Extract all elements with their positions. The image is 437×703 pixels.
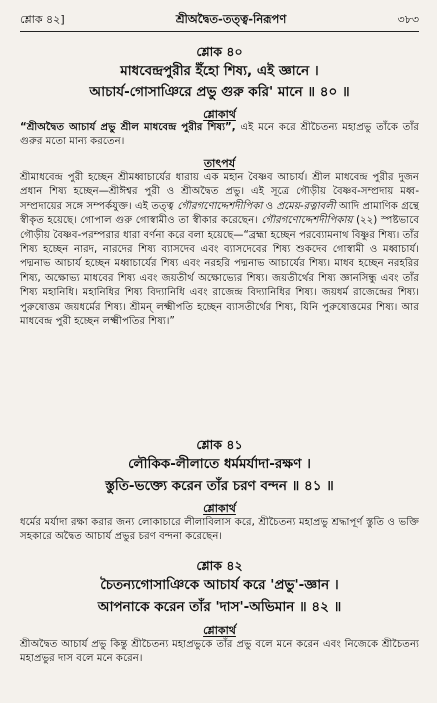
verse-40-translation-bold: “শ্রীঅদ্বৈত আচার্য প্রভু শ্রীল মাধবেন্দ্র পুরীর শিষ্য”,: [20, 122, 236, 133]
purport-text-2: আদি প্রামাণিক গ্রন্থে স্বীকৃত হয়েছে। গোপাল গুরু গোস্বামীও তা স্বীকার করেছেন।: [20, 200, 419, 227]
purport-book-title-1: গৌরগণোদ্দেশদীপিকা: [177, 200, 263, 212]
verse-40-translation-label: শ্লোকার্থ: [203, 108, 236, 121]
verse-41-line-1: লৌকিক-লীলাতে ধর্মমর্যাদা-রক্ষণ ।: [128, 456, 311, 472]
header-rule: [20, 31, 419, 32]
purport-paragraph: [20, 171, 419, 329]
verse-42-translation: শ্রীঅদ্বৈত আচার্য প্রভু কিন্তু শ্রীচৈতন্য মহাপ্রভুকে তাঁর প্রভু বলে মনে করেন এবং নিজেকে শ্রীচৈতন্য মহাপ্রভুর দাস বলে মনে করেন।: [20, 639, 419, 665]
running-header: [20, 10, 419, 30]
verse-40-heading: শ্লোক ৪০: [196, 44, 243, 59]
verse-40-translation: [20, 121, 419, 150]
purport-book-title-2: প্রমেয়-রত্নাবলী: [276, 200, 336, 212]
verse-41-translation: ধর্মের মর্যাদা রক্ষা করার জন্য লোকাচারে লীলাবিলাস করে, শ্রীচৈতন্য মহাপ্রভু শ্রদ্ধাপূর্ণ স্তুতি ও ভক্তি সহকারে অদ্বৈত আচার্য প্রভুর চরণ বন্দনা করেছেন।: [20, 517, 419, 543]
verse-41-line-2: স্তুতি-ভক্ত্যে করেন তাঁর চরণ বন্দন ॥ ৪১ ॥: [105, 478, 334, 494]
purport-text-1: শ্রীমাধবেন্দ্র পুরী হচ্ছেন শ্রীমধ্বাচার্যের ধারায় এক মহান বৈষ্ণব আচার্য। শ্রীল মাধবেন্দ্র পুরীর দুজন প্রধান শিষ্য হচ্ছেন—শ্রীঈশ্বর পুরী ও শ্রীঅদ্বৈত প্রভু। এই সূত্রে গৌড়ীয় বৈষ্ণব-সম্প্রদায় মধ্ব-সম্প্রদায়ের সঙ্গে সম্পর্কযুক্ত। এই তত্ত্ব: [20, 172, 419, 212]
purport-text-3: (২২) স্পষ্টভাবে গৌড়ীয় বৈষ্ণব-পরম্পরার ধারা বর্ণনা করে বলা হয়েছে—“ব্রহ্মা হচ্ছেন পরব্যোমনাথ বিষ্ণুর শিষ্য। তাঁর শিষ্য হচ্ছেন নারদ, নারদের শিষ্য ব্যাসদেব এবং ব্যাসদেবের শিষ্য শুকদেব গোস্বামী ও মধ্বাচার্য। পদ্মনাভ আচার্য হচ্ছেন মধ্বাচার্যের শিষ্য এবং নরহরি পদ্মনাভ আচার্যের শিষ্য। মাধব হচ্ছেন নরহরির শিষ্য, অক্ষোভ্য মাধবের শিষ্য এবং জয়তীর্থ অক্ষোভ্যের শিষ্য। জয়তীর্থের শিষ্য জ্ঞানসিন্ধু এবং তাঁর শিষ্য মহানিধি। মহানিধির শিষ্য বিদ্যানিধি এবং রাজেন্দ্র বিদ্যানিধির শিষ্য। জয়ধর্ম রাজেন্দ্রের শিষ্য। পুরুষোত্তম জয়ধর্মের শিষ্য। শ্রীমন্ লক্ষ্মীপতি হচ্ছেন ব্যাসতীর্থের শিষ্য, যিনি পুরুষোত্তমের শিষ্য। আর মাধবেন্দ্র পুরী হচ্ছেন লক্ষ্মীপতির শিষ্য।”: [20, 215, 419, 328]
verse-42-line-1: চৈতন্যগোসাঞিকে আচার্য করে 'প্রভু'-জ্ঞান ।: [100, 577, 339, 593]
verse-41-translation-label: শ্লোকার্থ: [203, 502, 236, 515]
verse-40-translation-rest: এই মনে করে শ্রীচৈতন্য মহাপ্রভু তাঁকে তাঁর গুরুর মতো মান্য করতেন।: [20, 122, 420, 148]
verse-41-heading: শ্লোক ৪১: [196, 437, 243, 452]
page-number: ৩৮৩: [397, 12, 419, 26]
verse-42-heading: শ্লোক ৪২: [196, 558, 243, 573]
verse-42-line-2: আপনাকে করেন তাঁর 'দাস'-অভিমান ॥ ৪২ ॥: [97, 599, 342, 615]
verse-40-line-2: আচার্য-গোসাঞিরে প্রভু গুরু করি' মানে ॥ ৪০ ॥: [89, 84, 350, 100]
purport-text-and: ও: [262, 200, 277, 212]
chapter-title: শ্রীঅদ্বৈত-তত্ত্ব-নিরূপণ: [175, 11, 287, 26]
purport-book-title-3: গৌরগণোদ্দেশদীপিকায়: [261, 215, 353, 227]
header-verse-ref: শ্লোক ৪২]: [20, 12, 65, 26]
purport-label: তাৎপর্য: [203, 157, 236, 170]
verse-40-line-1: মাধবেন্দ্রপুরীর ইঁহো শিষ্য, এই জ্ঞানে ।: [120, 63, 319, 79]
verse-42-translation-label: শ্লোকার্থ: [203, 624, 236, 637]
